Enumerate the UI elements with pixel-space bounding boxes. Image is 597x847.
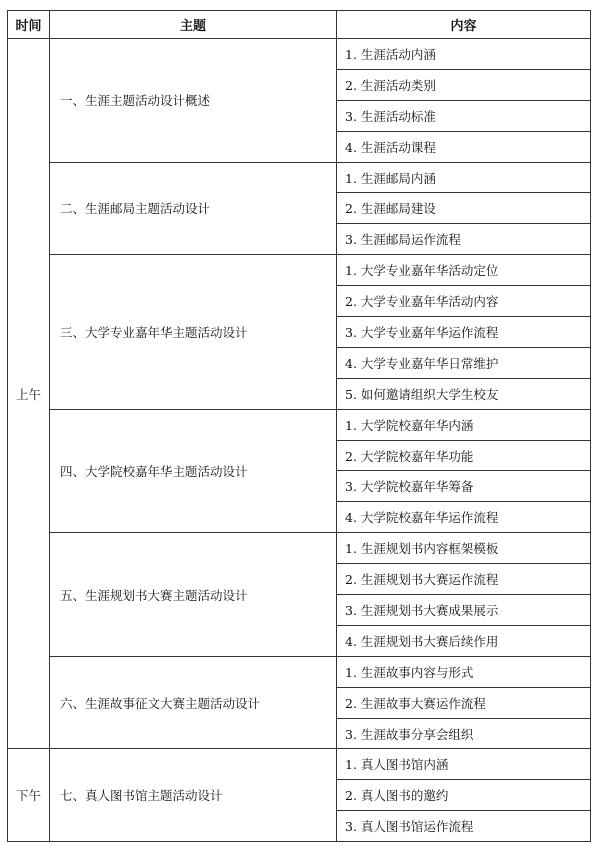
theme-title: 四、大学院校嘉年华主题活动设计 xyxy=(50,409,337,533)
content-item: 4. 生涯活动课程 xyxy=(337,131,591,162)
theme-title: 五、生涯规划书大赛主题活动设计 xyxy=(50,533,337,657)
table-row xyxy=(8,255,591,286)
content-item: 4. 大学专业嘉年华日常维护 xyxy=(337,347,591,378)
theme-title: 七、真人图书馆主题活动设计 xyxy=(50,749,337,842)
table-row xyxy=(8,162,591,193)
content-item: 3. 真人图书馆运作流程 xyxy=(337,811,591,842)
content-item: 2. 生涯活动类别 xyxy=(337,69,591,100)
content-item: 2. 生涯规划书大赛运作流程 xyxy=(337,564,591,595)
content-item: 4. 大学院校嘉年华运作流程 xyxy=(337,502,591,533)
theme-title: 六、生涯故事征文大赛主题活动设计 xyxy=(50,656,337,749)
table-row xyxy=(8,409,591,440)
period-label: 上午 xyxy=(8,39,50,749)
content-item: 1. 生涯规划书内容框架模板 xyxy=(337,533,591,564)
theme-title: 三、大学专业嘉年华主题活动设计 xyxy=(50,255,337,409)
content-item: 1. 真人图书馆内涵 xyxy=(337,749,591,780)
content-item: 2. 大学专业嘉年华活动内容 xyxy=(337,286,591,317)
content-item: 2. 生涯邮局建设 xyxy=(337,193,591,224)
content-item: 1. 大学院校嘉年华内涵 xyxy=(337,409,591,440)
schedule-table xyxy=(7,10,591,842)
header-time: 时间 xyxy=(8,11,50,39)
content-item: 4. 生涯规划书大赛后续作用 xyxy=(337,625,591,656)
content-item: 3. 生涯活动标准 xyxy=(337,100,591,131)
content-item: 1. 生涯邮局内涵 xyxy=(337,162,591,193)
theme-title: 二、生涯邮局主题活动设计 xyxy=(50,162,337,255)
content-item: 5. 如何邀请组织大学生校友 xyxy=(337,378,591,409)
table-row xyxy=(8,749,591,780)
content-item: 2. 真人图书的邀约 xyxy=(337,780,591,811)
header-theme: 主题 xyxy=(50,11,337,39)
header-content: 内容 xyxy=(337,11,591,39)
period-label: 下午 xyxy=(8,749,50,842)
content-item: 1. 生涯活动内涵 xyxy=(337,39,591,70)
header-row xyxy=(8,11,591,39)
content-item: 3. 大学专业嘉年华运作流程 xyxy=(337,317,591,348)
table-row xyxy=(8,533,591,564)
content-item: 3. 生涯故事分享会组织 xyxy=(337,718,591,749)
content-item: 3. 生涯规划书大赛成果展示 xyxy=(337,595,591,626)
table-row xyxy=(8,39,591,70)
content-item: 2. 生涯故事大赛运作流程 xyxy=(337,687,591,718)
content-item: 3. 生涯邮局运作流程 xyxy=(337,224,591,255)
schedule-body xyxy=(8,39,591,842)
content-item: 1. 大学专业嘉年华活动定位 xyxy=(337,255,591,286)
content-item: 3. 大学院校嘉年华筹备 xyxy=(337,471,591,502)
theme-title: 一、生涯主题活动设计概述 xyxy=(50,39,337,163)
content-item: 2. 大学院校嘉年华功能 xyxy=(337,440,591,471)
table-row xyxy=(8,656,591,687)
content-item: 1. 生涯故事内容与形式 xyxy=(337,656,591,687)
